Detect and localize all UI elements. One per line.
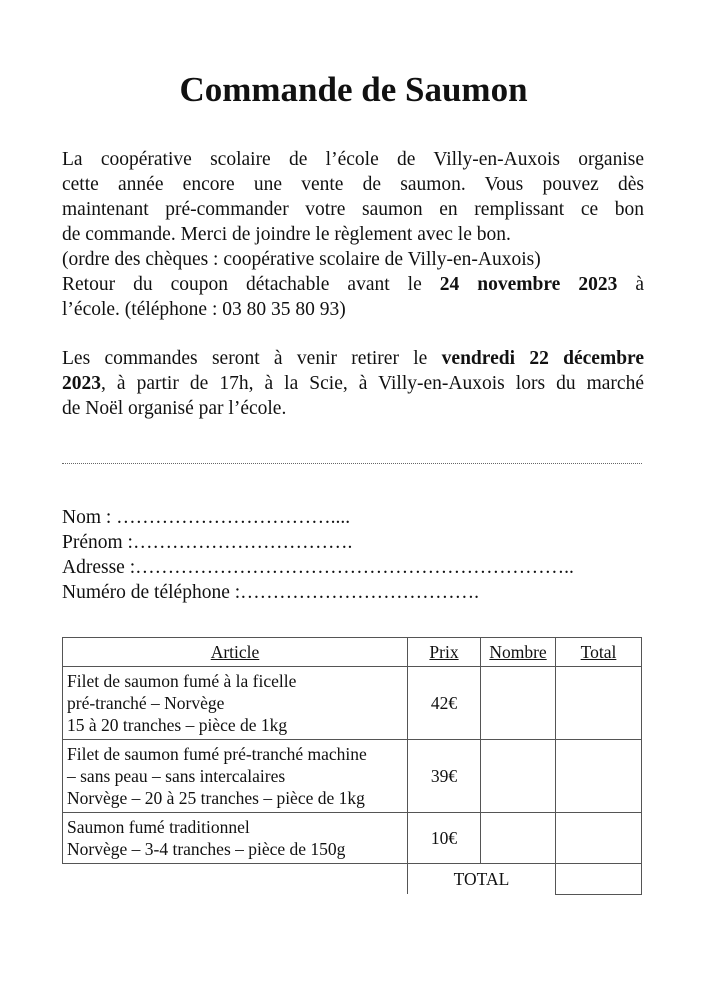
- price-cell: 42€: [408, 667, 481, 740]
- return-deadline-line: [62, 272, 644, 297]
- intro-line: (ordre des chèques : coopérative scolaire de Villy-en-Auxois): [62, 249, 541, 270]
- intro-line: maintenant pré-commander votre saumon en remplissant ce bon: [62, 199, 644, 220]
- prenom-field[interactable]: Prénom :…………………………….: [62, 532, 353, 553]
- row-total-cell[interactable]: [556, 740, 642, 813]
- nom-field[interactable]: Nom : ……………………………....: [62, 507, 351, 528]
- cut-line-separator: [62, 463, 642, 464]
- article-line: 15 à 20 tranches – pièce de 1kg: [67, 715, 288, 735]
- article-line: Filet de saumon fumé pré-tranché machine: [67, 744, 367, 764]
- coupon-fields: [62, 505, 574, 605]
- total-label: TOTAL: [408, 864, 556, 895]
- article-line: Norvège – 3-4 tranches – pièce de 150g: [67, 839, 346, 859]
- pickup-paragraph: [62, 346, 644, 421]
- intro-paragraph: [62, 147, 644, 322]
- header-prix: Prix: [408, 638, 481, 667]
- article-line: Norvège – 20 à 25 tranches – pièce de 1kg: [67, 788, 365, 808]
- quantity-input-cell[interactable]: [481, 740, 556, 813]
- telephone-field[interactable]: Numéro de téléphone :……………………………….: [62, 582, 480, 603]
- return-contact-line: l’école. (téléphone : 03 80 35 80 93): [62, 299, 346, 320]
- return-date: 24 novembre 2023: [439, 274, 618, 295]
- article-line: Filet de saumon fumé à la ficelle: [67, 671, 297, 691]
- price-cell: 39€: [408, 740, 481, 813]
- article-line: – sans peau – sans intercalaires: [67, 766, 286, 786]
- pickup-prefix: Les commandes seront à venir retirer le: [62, 348, 428, 369]
- header-nombre: Nombre: [481, 638, 556, 667]
- article-line: Saumon fumé traditionnel: [67, 817, 250, 837]
- pickup-date-part1: vendredi 22 décembre: [441, 348, 644, 369]
- header-total: Total: [556, 638, 642, 667]
- table-header-row: [63, 638, 642, 667]
- article-cell: [63, 813, 408, 864]
- quantity-input-cell[interactable]: [481, 813, 556, 864]
- table-row: [63, 813, 642, 864]
- row-total-cell[interactable]: [556, 667, 642, 740]
- intro-line: La coopérative scolaire de l’école de Villy-en-Auxois organise: [62, 149, 644, 170]
- pickup-line: [62, 346, 644, 371]
- quantity-input-cell[interactable]: [481, 667, 556, 740]
- article-cell: [63, 667, 408, 740]
- table-row: [63, 740, 642, 813]
- blank-cell: [63, 864, 408, 895]
- return-prefix: Retour du coupon détachable avant le: [62, 274, 422, 295]
- grand-total-cell[interactable]: [556, 864, 642, 895]
- order-table: [62, 637, 642, 895]
- page-title: Commande de Saumon: [179, 70, 528, 109]
- return-suffix: à: [635, 274, 645, 295]
- article-line: pré-tranché – Norvège: [67, 693, 225, 713]
- header-article: Article: [63, 638, 408, 667]
- pickup-date-part2: 2023: [62, 373, 101, 394]
- intro-line: cette année encore une vente de saumon. Vous pouvez dès: [62, 174, 644, 195]
- price-cell: 10€: [408, 813, 481, 864]
- intro-line: de commande. Merci de joindre le règlement avec le bon.: [62, 224, 511, 245]
- pickup-line: de Noël organisé par l’école.: [62, 398, 287, 419]
- adresse-field[interactable]: Adresse :…………………………………………………………..: [62, 557, 574, 578]
- article-cell: [63, 740, 408, 813]
- total-row: [63, 864, 642, 895]
- row-total-cell[interactable]: [556, 813, 642, 864]
- pickup-details: , à partir de 17h, à la Scie, à Villy-en-Auxois lors du marché: [101, 373, 644, 394]
- pickup-line: [62, 371, 644, 396]
- table-row: [63, 667, 642, 740]
